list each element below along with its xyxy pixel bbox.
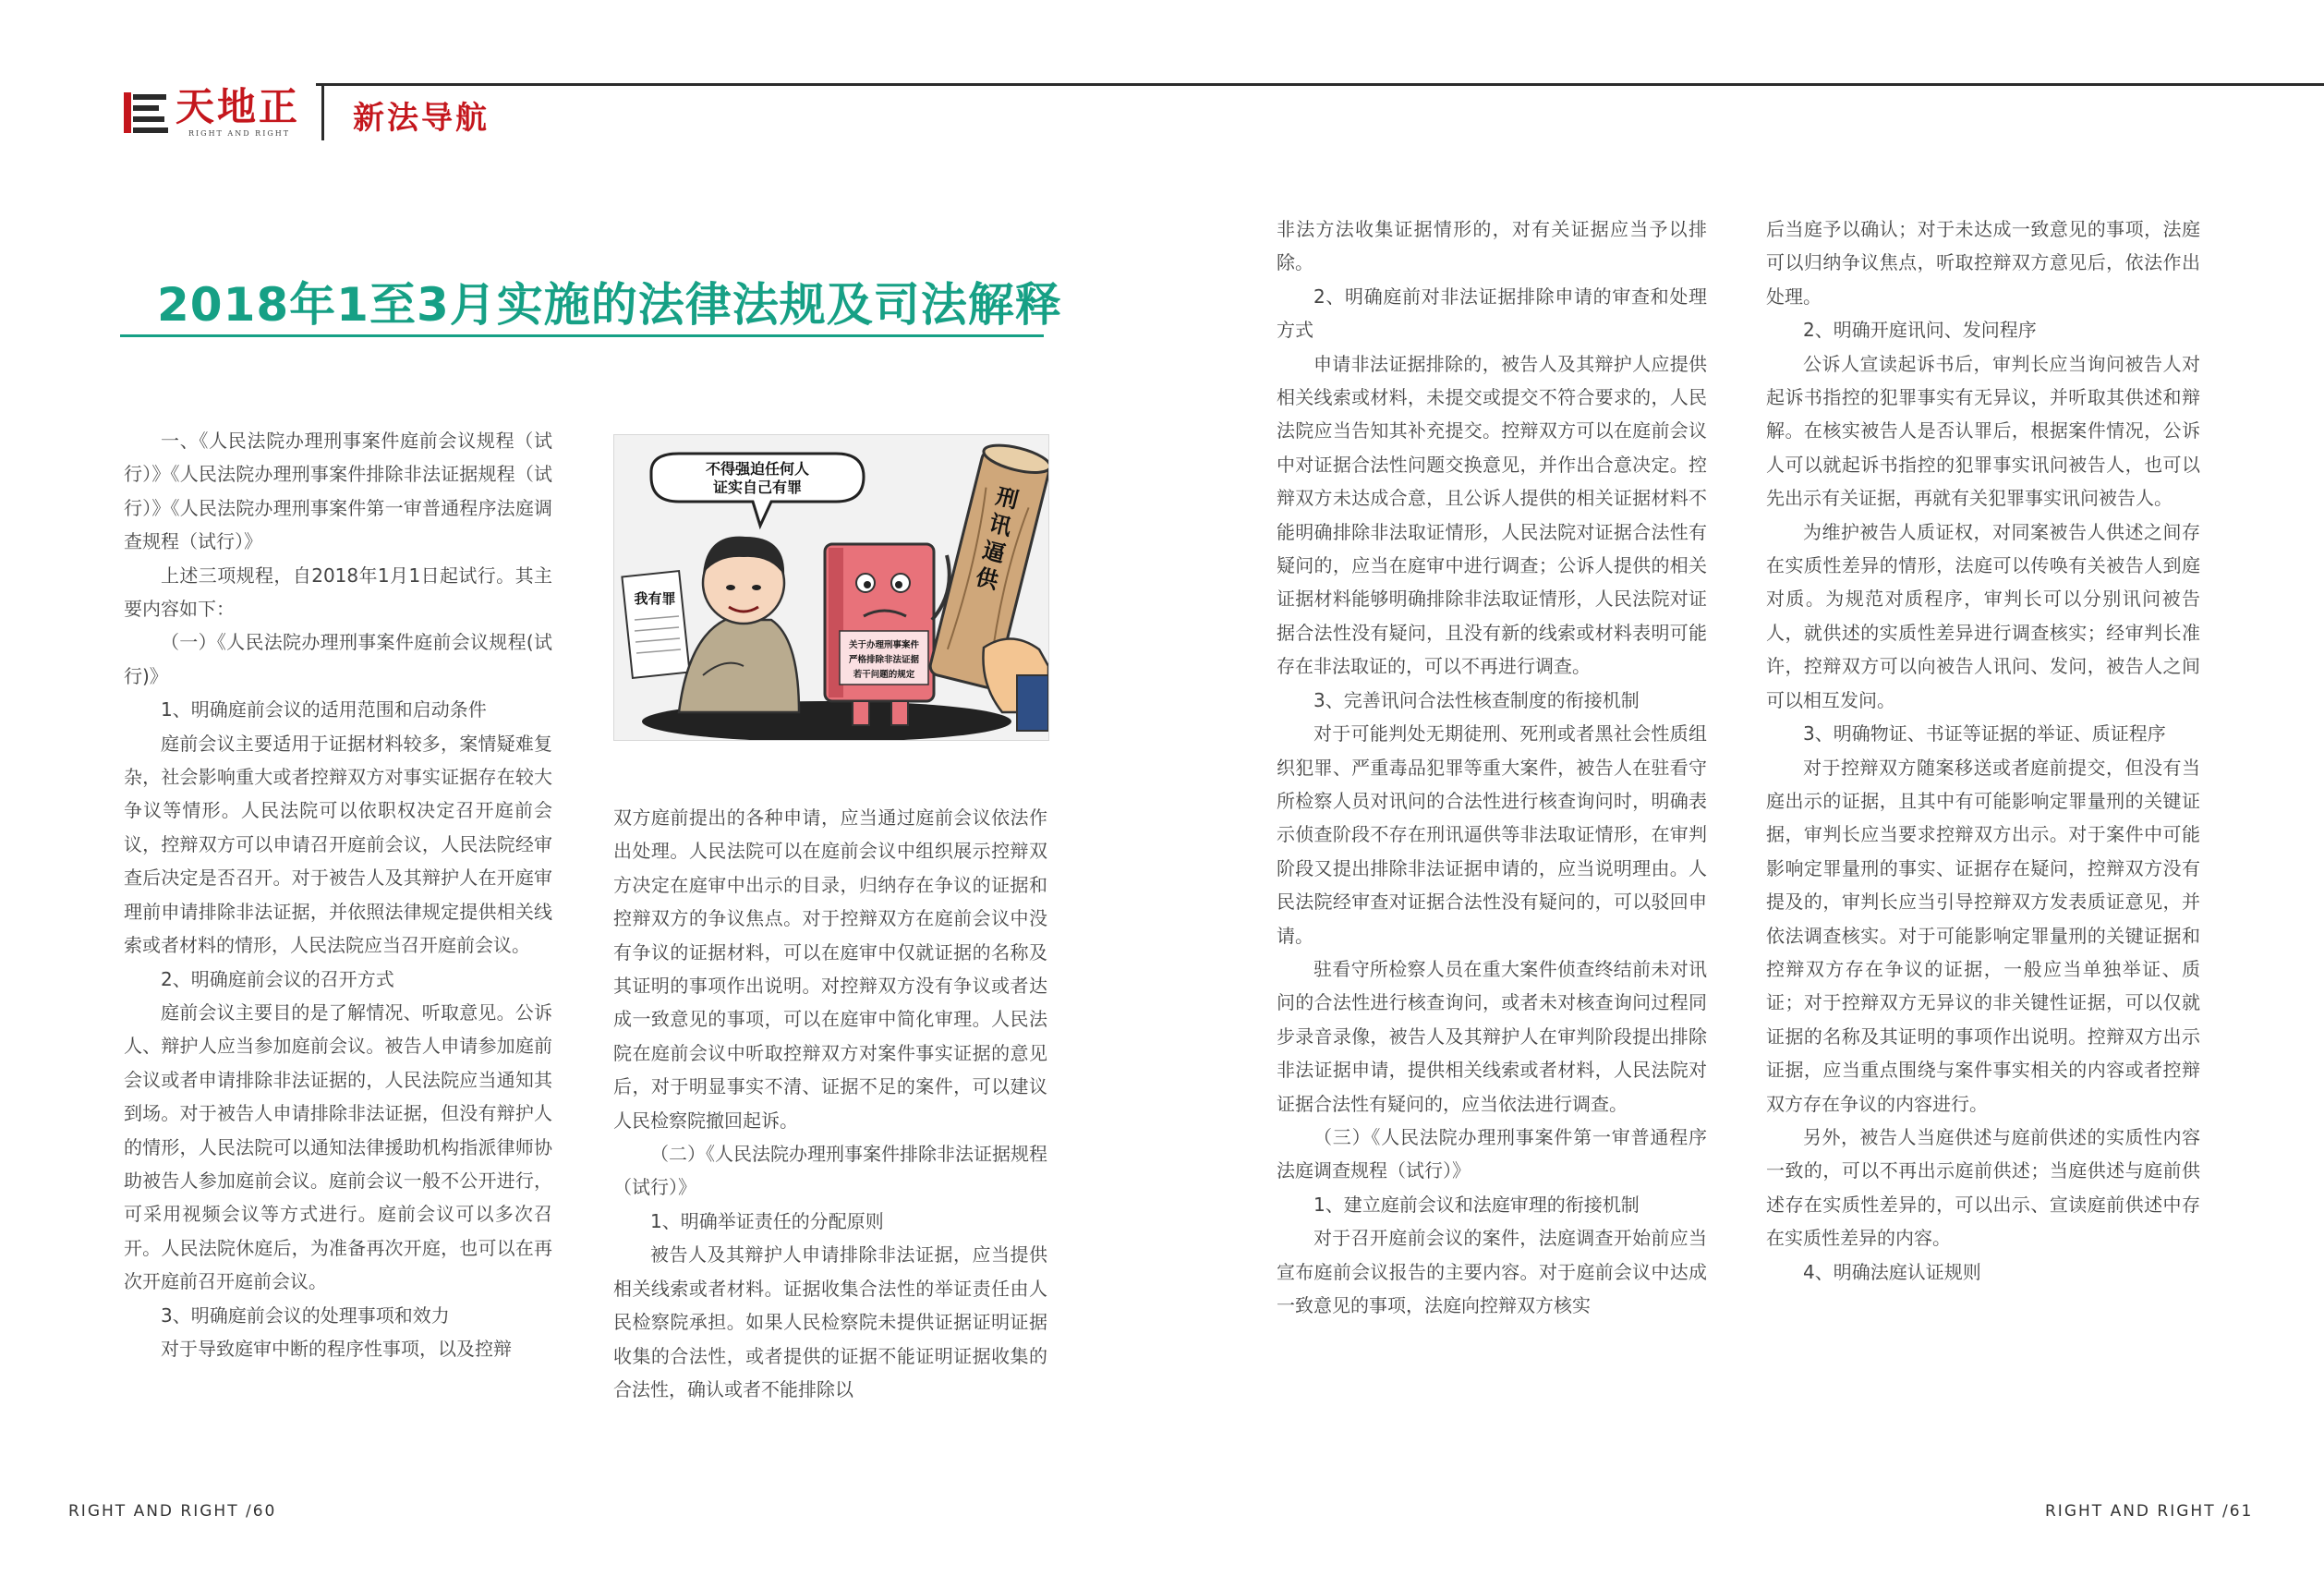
paragraph: 一、《人民法院办理刑事案件庭前会议规程（试行）》《人民法院办理刑事案件排除非法证据规程（试行）》《人民法院办理刑事案件第一审普通程序法庭调查规程（试行）》	[124, 430, 552, 553]
header-rule	[316, 83, 2324, 86]
paragraph: 为维护被告人质证权，对同案被告人供述之间存在实质性差异的情形，法庭可以传唤有关被告人到庭对质。为规范对质程序，审判长可以分别讯问被告人，就供述的实质性差异进行调查核实；经审判长准许，控辩双方可以向被告人讯问、发问，被告人之间可以相互发问。	[1766, 520, 2200, 711]
subheading: 1、明确庭前会议的适用范围和启动条件	[161, 698, 487, 721]
subheading: 1、明确举证责任的分配原则	[650, 1209, 884, 1232]
section-title: 新法导航	[353, 100, 490, 137]
subheading: 3、明确庭前会议的处理事项和效力	[161, 1303, 450, 1327]
bubble-line-2: 证实自己有罪	[712, 479, 803, 496]
subheading: （三）《人民法院办理刑事案件第一审普通程序法庭调查规程（试行）》	[1277, 1125, 1707, 1182]
text-column-4	[1766, 212, 2200, 1289]
book-title-1: 关于办理刑事案件	[848, 640, 920, 650]
stick-char-3: 逼	[979, 537, 1008, 568]
logo-mark-icon	[124, 89, 168, 137]
subheading: （二）《人民法院办理刑事案件排除非法证据规程（试行）》	[613, 1143, 1047, 1199]
subheading: （一）《人民法院办理刑事案件庭前会议规程(试行)》	[124, 631, 552, 687]
paragraph: 被告人及其辩护人申请排除非法证据，应当提供相关线索或者材料。证据收集合法性的举证责任由人民检察院承担。如果人民检察院未提供证据证明证据收集的合法性，或者提供的证据不能证明证据收集的合法性，确认或者不能排除以	[613, 1243, 1047, 1400]
text-column-3	[1277, 212, 1707, 1322]
cartoon-illustration	[613, 434, 1049, 741]
article-title: 2018年1至3月实施的法律法规及司法解释	[157, 278, 1062, 332]
sign-text: 我有罪	[634, 590, 676, 607]
paragraph: 后当庭予以确认；对于未达成一致意见的事项，法庭可以归纳争议焦点，听取控辩双方意见后，依法作出处理。	[1766, 218, 2200, 308]
stick-char-2: 讯	[986, 510, 1015, 541]
text-column-2	[613, 801, 1047, 1406]
book-title-3: 若干问题的规定	[853, 670, 915, 680]
paragraph: 非法方法收集证据情形的，对有关证据应当予以排除。	[1277, 218, 1707, 274]
paragraph: 庭前会议主要适用于证据材料较多，案情疑难复杂，社会影响重大或者控辩双方对事实证据存在较大争议等情形。人民法院可以依职权决定召开庭前会议，控辩双方可以申请召开庭前会议，人民法院经审查后决定是否召开。对于被告人及其辩护人在开庭审理前申请排除非法证据，并依照法律规定提供相关线索或者材料的情形，人民法院应当召开庭前会议。	[124, 732, 552, 957]
paragraph: 双方庭前提出的各种申请，应当通过庭前会议依法作出处理。人民法院可以在庭前会议中组织展示控辩双方决定在庭审中出示的目录，归纳存在争议的证据和控辩双方的争议焦点。对于控辩双方在庭前会议中没有争议的证据材料，可以在庭审中仅就证据的名称及其证明的事项作出说明。对控辩双方没有争议或者达成一致意见的事项，可以在庭审中简化审理。人民法院在庭前会议中听取控辩双方对案件事实证据的意见后，对于明显事实不清、证据不足的案件，可以建议人民检察院撤回起诉。	[613, 806, 1047, 1132]
paragraph: 对于可能判处无期徒刑、死刑或者黑社会性质组织犯罪、严重毒品犯罪等重大案件，被告人在驻看守所检察人员对讯问的合法性进行核查询问时，明确表示侦查阶段不存在刑讯逼供等非法取证情形，在审判阶段又提出排除非法证据申请的，应当说明理由。人民法院经审查对证据合法性没有疑问的，可以驳回申请。	[1277, 722, 1707, 947]
subheading: 2、明确庭前会议的召开方式	[161, 967, 394, 990]
paragraph: 庭前会议主要目的是了解情况、听取意见。公诉人、辩护人应当参加庭前会议。被告人申请参加庭前会议或者申请排除非法证据的，人民法院应当通知其到场。对于被告人申请排除非法证据，但没有辩护人的情形，人民法院可以通知法律援助机构指派律师协助被告人参加庭前会议。庭前会议一般不公开进行，可采用视频会议等方式进行。庭前会议可以多次召开。人民法院休庭后，为准备再次开庭，也可以在再次开庭前召开庭前会议。	[124, 1000, 552, 1293]
stick-char-1: 刑	[993, 483, 1022, 514]
paragraph: 公诉人宣读起诉书后，审判长应当询问被告人对起诉书指控的犯罪事实有无异议，并听取其供述和辩解。在核实被告人是否认罪后，根据案件情况，公诉人可以就起诉书指控的犯罪事实讯问被告人，也可以先出示有关证据，再就有关犯罪事实讯问被告人。	[1766, 352, 2200, 510]
logo-chinese: 天地正	[176, 84, 301, 129]
stick-char-4: 供	[973, 564, 1001, 595]
paragraph: 驻看守所检察人员在重大案件侦查终结前未对讯问的合法性进行核查询问，或者未对核查询问过程同步录音录像，被告人及其辩护人在审判阶段提出排除非法证据申请，提供相关线索或者材料，人民法院对证据合法性有疑问的，应当依法进行调查。	[1277, 957, 1707, 1115]
text-column-1	[124, 424, 552, 1365]
paragraph: 另外，被告人当庭供述与庭前供述的实质性内容一致的，可以不再出示庭前供述；当庭供述与庭前供述存在实质性差异的，可以出示、宣读庭前供述中存在实质性差异的内容。	[1766, 1125, 2200, 1250]
subheading: 4、明确法庭认证规则	[1803, 1260, 1981, 1283]
paragraph: 对于召开庭前会议的案件，法庭调查开始前应当宣布庭前会议报告的主要内容。对于庭前会议中达成一致意见的事项，法庭向控辩双方核实	[1277, 1227, 1707, 1316]
subheading: 3、明确物证、书证等证据的举证、质证程序	[1803, 722, 2166, 746]
subheading: 1、建立庭前会议和法庭审理的衔接机制	[1313, 1193, 1640, 1216]
logo-english: RIGHT AND RIGHT	[188, 129, 291, 138]
subheading: 2、明确开庭讯问、发问程序	[1803, 319, 2037, 342]
cartoon-svg	[614, 435, 1048, 740]
magazine-logo	[124, 84, 327, 142]
subheading: 2、明确庭前对非法证据排除申请的审查和处理方式	[1277, 285, 1707, 342]
paragraph: 申请非法证据排除的，被告人及其辩护人应提供相关线索或材料，未提交或提交不符合要求的，人民法院应当告知其补充提交。控辩双方可以在庭前会议中对证据合法性问题交换意见，并作出合意决定。控辩双方未达成合意，且公诉人提供的相关证据材料不能明确排除非法取证情形，人民法院对证据合法性有疑问的，应当在庭审中进行调查；公诉人提供的相关证据材料能够明确排除非法取证情形，人民法院对证据合法性没有疑问，且没有新的线索或材料表明可能存在非法取证的，可以不再进行调查。	[1277, 352, 1707, 678]
paragraph: 上述三项规程，自2018年1月1日起试行。其主要内容如下：	[124, 564, 552, 621]
book-title-2: 严格排除非法证据	[848, 655, 920, 665]
page-number-right: RIGHT AND RIGHT /61	[2045, 1502, 2254, 1521]
page-number-left: RIGHT AND RIGHT /60	[68, 1502, 277, 1521]
title-underline	[120, 334, 1044, 337]
paragraph: 对于导致庭审中断的程序性事项，以及控辩	[161, 1337, 512, 1360]
bubble-line-1: 不得强迫任何人	[705, 460, 810, 478]
subheading: 3、完善讯问合法性核查制度的衔接机制	[1313, 688, 1640, 711]
paragraph: 对于控辩双方随案移送或者庭前提交，但没有当庭出示的证据，且其中有可能影响定罪量刑的关键证据，审判长应当要求控辩双方出示。对于案件中可能影响定罪量刑的事实、证据存在疑问，控辩双方没有提及的，审判长应当引导控辩双方发表质证意见，并依法调查核实。对于可能影响定罪量刑的关键证据和控辩双方存在争议的证据，一般应当单独举证、质证；对于控辩双方无异议的非关键性证据，可以仅就证据的名称及其证明的事项作出说明。控辩双方出示证据，应当重点围绕与案件事实相关的内容或者控辩双方存在争议的内容进行。	[1766, 756, 2200, 1115]
